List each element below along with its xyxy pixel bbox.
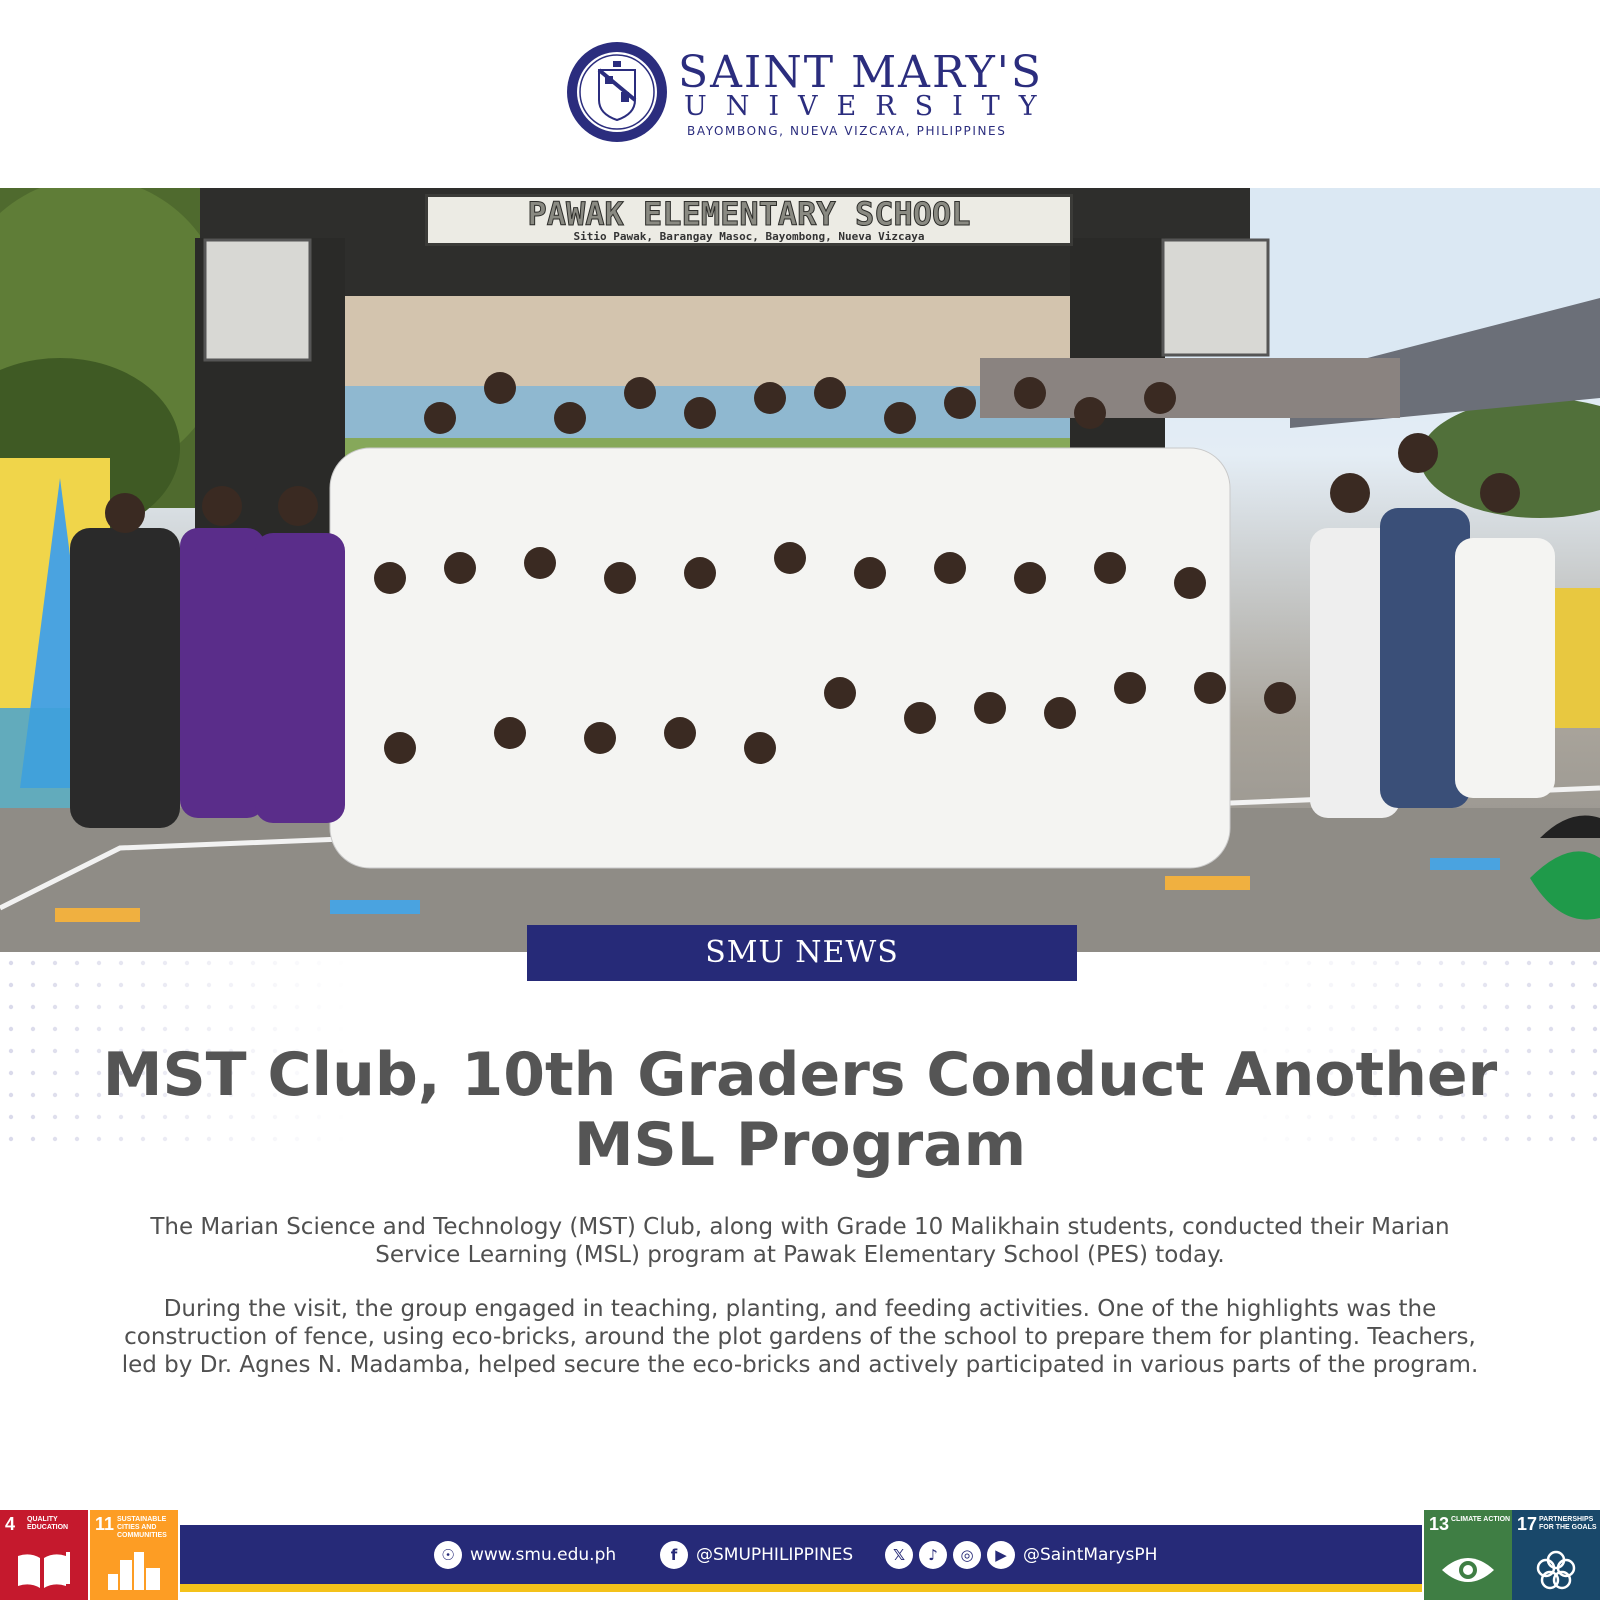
youtube-icon[interactable]: ▶ bbox=[987, 1541, 1015, 1569]
sdg-4-label: QUALITY EDUCATION bbox=[27, 1516, 69, 1531]
website-link[interactable] bbox=[434, 1535, 616, 1575]
sdg-13-tile bbox=[1424, 1510, 1512, 1600]
headline-line-1: MST Club, 10th Graders Conduct Another bbox=[102, 1040, 1498, 1110]
facebook-icon: f bbox=[660, 1541, 688, 1569]
social-handle: @SaintMarysPH bbox=[1023, 1545, 1158, 1565]
eye-globe-icon bbox=[1440, 1550, 1496, 1590]
university-location: BAYOMBONG, NUEVA VIZCAYA, PHILIPPINES bbox=[687, 124, 1007, 138]
headline-line-2: MSL Program bbox=[573, 1110, 1027, 1180]
book-pencil-icon bbox=[16, 1550, 72, 1590]
sdg-13-number: 13 bbox=[1429, 1514, 1450, 1534]
sdg-17-tile bbox=[1512, 1510, 1600, 1600]
sdg-4-number: 4 bbox=[5, 1514, 16, 1534]
sdg-11-number: 11 bbox=[95, 1514, 115, 1534]
facebook-link[interactable] bbox=[660, 1535, 853, 1575]
instagram-icon[interactable]: ◎ bbox=[953, 1541, 981, 1569]
sdg-11-tile bbox=[90, 1510, 178, 1600]
news-badge: SMU NEWS bbox=[527, 925, 1077, 981]
x-twitter-icon[interactable]: 𝕏 bbox=[885, 1541, 913, 1569]
university-name: SAINT MARY'S bbox=[678, 47, 1044, 98]
flower-rings-icon bbox=[1528, 1550, 1584, 1590]
header bbox=[0, 0, 1600, 188]
sdg-13-label: CLIMATE ACTION bbox=[1451, 1516, 1511, 1523]
city-buildings-icon bbox=[106, 1550, 162, 1590]
sdg-4-tile bbox=[0, 1510, 88, 1600]
sdg-17-label: PARTNERSHIPS FOR THE GOALS bbox=[1539, 1516, 1597, 1531]
group-photo bbox=[0, 188, 1600, 952]
university-word: UNIVERSITY bbox=[684, 91, 1056, 122]
school-sign-address: Sitio Pawak, Barangay Masoc, Bayombong, Nueva Vizcaya bbox=[573, 230, 925, 243]
university-seal-icon bbox=[565, 40, 669, 144]
tiktok-icon[interactable]: ♪ bbox=[919, 1541, 947, 1569]
school-sign-name: PAWAK ELEMENTARY SCHOOL bbox=[527, 195, 971, 233]
article-headline bbox=[40, 1040, 1560, 1180]
social-links bbox=[885, 1535, 1157, 1575]
facebook-handle: @SMUPHILIPPINES bbox=[696, 1545, 854, 1565]
school-sign bbox=[425, 194, 1073, 246]
group-photo-scene bbox=[0, 188, 1600, 952]
sdg-11-label: SUSTAINABLE CITIES AND COMMUNITIES bbox=[117, 1516, 167, 1539]
article-paragraph-1: The Marian Science and Technology (MST) Club, along with Grade 10 Malikhain students, conducted their Marian Service Learning (MSL) program at Pawak Elementary School (PES) today. bbox=[150, 1214, 1450, 1268]
article-paragraph-2: During the visit, the group engaged in teaching, planting, and feeding activities. One of the highlights was the construction of fence, using eco-bricks, around the plot gardens of the school to prepare them for planting. Teachers, led by Dr. Agnes N. Madamba, helped secure the eco-bricks and actively participated in various parts of the program. bbox=[121, 1296, 1479, 1378]
sdg-17-number: 17 bbox=[1517, 1514, 1538, 1534]
website-text: www.smu.edu.ph bbox=[470, 1545, 617, 1565]
globe-icon: ☉ bbox=[434, 1541, 462, 1569]
